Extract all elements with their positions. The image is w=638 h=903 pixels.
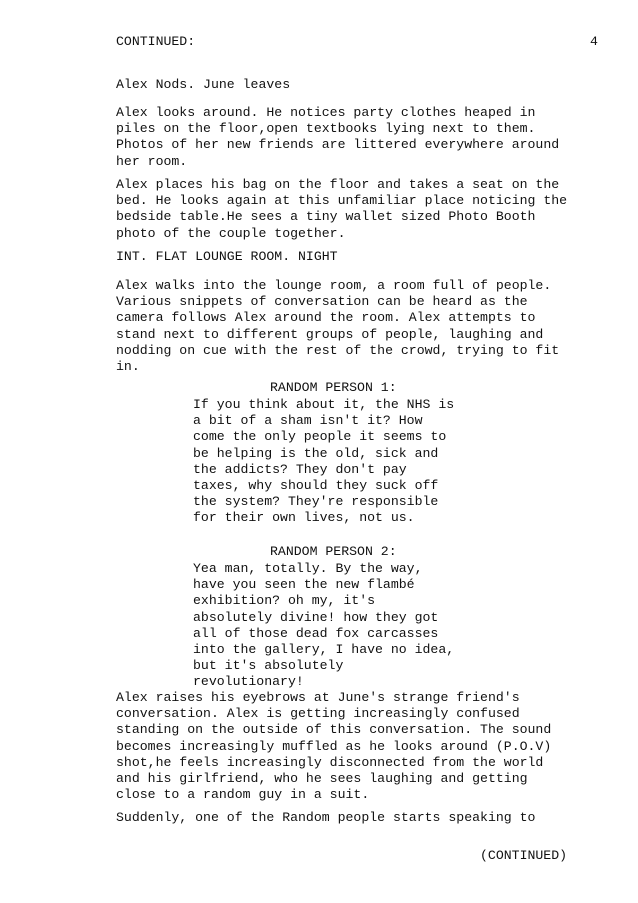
action-paragraph: Alex walks into the lounge room, a room full of people. Various snippets of conversation can be heard as the camera follows Alex around the room. Alex attempts to stand next to different groups of people, laughing and nodding on cue with the rest of the crowd, trying to fit in.	[116, 278, 560, 375]
action-paragraph: Suddenly, one of the Random people starts speaking to	[116, 810, 536, 825]
character-name: RANDOM PERSON 1:	[270, 380, 397, 395]
character-name: RANDOM PERSON 2:	[270, 544, 397, 559]
page-number: 4	[590, 34, 598, 49]
dialogue-text: If you think about it, the NHS is a bit of a sham isn't it? How come the only people it seems to be helping is the old, sick and the addicts? They don't pay taxes, why should they suck off the system? They're responsible for their own lives, not us.	[193, 397, 455, 526]
continued-header: CONTINUED:	[116, 34, 196, 49]
continued-footer: (CONTINUED)	[480, 848, 568, 863]
action-paragraph: Alex raises his eyebrows at June's strange friend's conversation. Alex is getting increasingly confused standing on the outside of this conversation. The sound becomes increasingly muffled as he looks around (P.O.V) shot,he feels increasingly disconnected from the world and his girlfriend, who he sees laughing and getting close to a random guy in a suit.	[116, 690, 552, 803]
action-paragraph: Alex Nods. June leaves	[116, 77, 291, 92]
dialogue-text: Yea man, totally. By the way, have you seen the new flambé exhibition? oh my, it's absolutely divine! how they got all of those dead fox carcasses into the gallery, I have no idea, but it's absolutely revolutionary!	[193, 561, 455, 690]
action-paragraph: Alex looks around. He notices party clothes heaped in piles on the floor,open textbooks lying next to them. Photos of her new friends are littered everywhere around her room.	[116, 105, 560, 169]
scene-heading: INT. FLAT LOUNGE ROOM. NIGHT	[116, 249, 338, 264]
action-paragraph: Alex places his bag on the floor and takes a seat on the bed. He looks again at this unfamiliar place noticing the bedside table.He sees a tiny wallet sized Photo Booth photo of the couple together.	[116, 177, 568, 241]
